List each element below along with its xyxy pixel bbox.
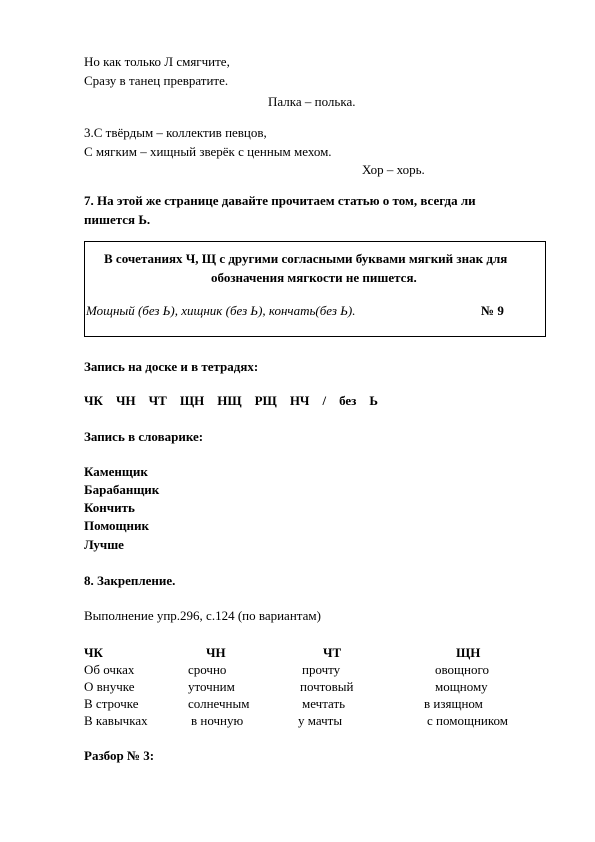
- table-cell: с помощником: [427, 713, 509, 728]
- table-cell: уточним: [188, 679, 235, 694]
- table-cell: овощного: [435, 662, 490, 677]
- dictionary-word: Барабанщик: [84, 482, 160, 497]
- table-cell: О внучке: [84, 679, 135, 694]
- task7-line-1: 7. На этой же странице давайте прочитаем статью о том, всегда ли: [84, 193, 476, 208]
- riddle3-answer: Хор – хорь.: [362, 162, 425, 177]
- riddle-line-2: Сразу в танец превратите.: [84, 73, 229, 88]
- table-cell: В строчке: [84, 696, 139, 711]
- board-label: Запись на доске и в тетрадях:: [84, 359, 259, 374]
- table-cell: в ночную: [191, 713, 244, 728]
- section8-title: 8. Закрепление.: [84, 573, 176, 588]
- analysis-title: Разбор № 3:: [84, 748, 155, 763]
- table-cell: мечтать: [302, 696, 346, 711]
- rule-number: № 9: [481, 303, 504, 318]
- table-cell: Об очках: [84, 662, 135, 677]
- board-combos: ЧК ЧН ЧТ ЩН НЩ РЩ НЧ / без Ь: [84, 393, 379, 408]
- table-cell: почтовый: [300, 679, 354, 694]
- table-cell: мощному: [435, 679, 488, 694]
- table-cell: у мачты: [298, 713, 343, 728]
- rule-examples: Мощный (без Ь), хищник (без Ь), кончать(без Ь).: [86, 303, 356, 318]
- exercise-text: Выполнение упр.296, с.124 (по вариантам): [84, 608, 321, 623]
- table-header: ЧК: [84, 645, 103, 660]
- riddle-line-1: Но как только Л смягчите,: [84, 54, 230, 69]
- task7-line-2: пишется Ь.: [84, 212, 151, 227]
- table-cell: В кавычках: [84, 713, 148, 728]
- table-cell: прочту: [302, 662, 341, 677]
- table-cell: в изящном: [424, 696, 483, 711]
- rule-line-1: В сочетаниях Ч, Щ с другими согласными буквами мягкий знак для: [104, 251, 508, 266]
- table-header: ЩН: [456, 645, 481, 660]
- dictionary-word: Кончить: [84, 500, 135, 515]
- dictionary-word: Каменщик: [84, 464, 148, 479]
- table-header: ЧТ: [323, 645, 342, 660]
- table-header: ЧН: [206, 645, 226, 660]
- riddle-answer: Палка – полька.: [268, 94, 356, 109]
- riddle3-line-1: 3.С твёрдым – коллектив певцов,: [84, 125, 267, 140]
- rule-line-2: обозначения мягкости не пишется.: [211, 270, 417, 285]
- dictionary-word: Помощник: [84, 518, 149, 533]
- dictionary-word: Лучше: [84, 537, 124, 552]
- dictionary-label: Запись в словарике:: [84, 429, 204, 444]
- riddle3-line-2: С мягким – хищный зверёк с ценным мехом.: [84, 144, 332, 159]
- table-cell: срочно: [188, 662, 227, 677]
- table-cell: солнечным: [188, 696, 250, 711]
